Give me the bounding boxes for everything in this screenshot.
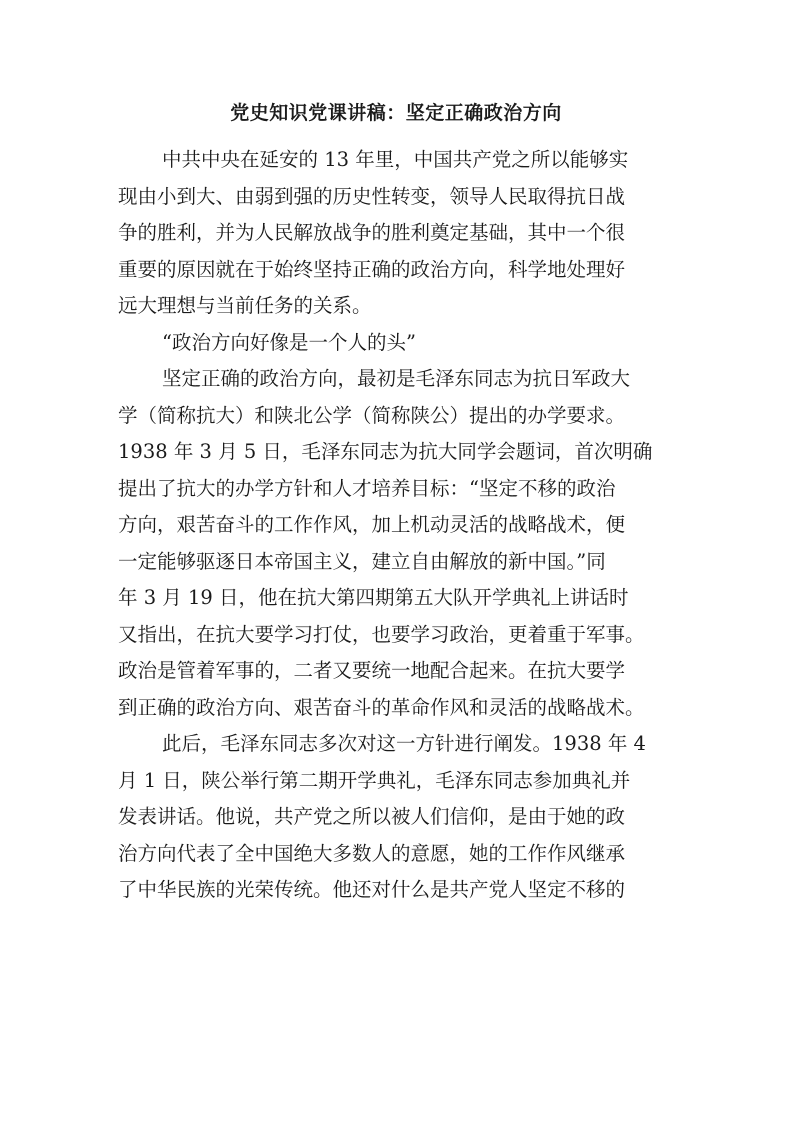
text-line: 提出了抗大的办学方针和人才培养目标：“坚定不移的政治 [118, 476, 616, 500]
text-line: 治方向代表了全中国绝大多数人的意愿，她的工作作风继承 [118, 841, 626, 865]
text-line: 此后，毛泽东同志多次对这一方针进行阐发。1938 年 4 [162, 732, 646, 755]
text-line: 一定能够驱逐日本帝国主义，建立自由解放的新中国。”同 [118, 549, 606, 573]
text-line: 了中华民族的光荣传统。他还对什么是共产党人坚定不移的 [118, 878, 626, 901]
text-line: 到正确的政治方向、艰苦奋斗的革命作风和灵活的战略战术。 [118, 695, 645, 719]
text-line: 1938 年 3 月 5 日，毛泽东同志为抗大同学会题词，首次明确 [118, 440, 653, 463]
paragraph-3 [118, 726, 678, 909]
text-line: 坚定正确的政治方向，最初是毛泽东同志为抗日军政大 [162, 367, 631, 390]
text-line: 远大理想与当前任务的关系。 [118, 294, 372, 317]
text-line: 现由小到大、由弱到强的历史性转变，领导人民取得抗日战 [118, 184, 626, 208]
document-title: 党史知识党课讲稿：坚定正确政治方向 [230, 102, 562, 124]
text-line: 重要的原因就在于始终坚持正确的政治方向，科学地处理好 [118, 257, 626, 281]
text-line: 学（简称抗大）和陕北公学（简称陕公）提出的办学要求。 [118, 403, 626, 427]
text-line: 争的胜利，并为人民解放战争的胜利奠定基础，其中一个很 [118, 221, 626, 244]
text-line: 政治是管着军事的，二者又要统一地配合起来。在抗大要学 [118, 659, 626, 682]
text-line: 中共中央在延安的 13 年里，中国共产党之所以能够实 [162, 148, 629, 171]
paragraph-2 [118, 361, 678, 726]
paragraph-intro [118, 142, 678, 325]
document-body [118, 142, 678, 909]
section-heading [118, 325, 678, 362]
text-line: 年 3 月 19 日，他在抗大第四期第五大队开学典礼上讲话时 [118, 586, 629, 609]
text-line: “政治方向好像是一个人的头” [162, 330, 416, 354]
text-line: 发表讲话。他说，共产党之所以被人们信仰，是由于她的政 [118, 805, 626, 828]
text-line: 又指出，在抗大要学习打仗，也要学习政治，更着重于军事。 [118, 622, 645, 646]
text-line: 方向，艰苦奋斗的工作作风，加上机动灵活的战略战术，便 [118, 513, 626, 536]
text-line: 月 1 日，陕公举行第二期开学典礼，毛泽东同志参加典礼并 [118, 768, 631, 792]
